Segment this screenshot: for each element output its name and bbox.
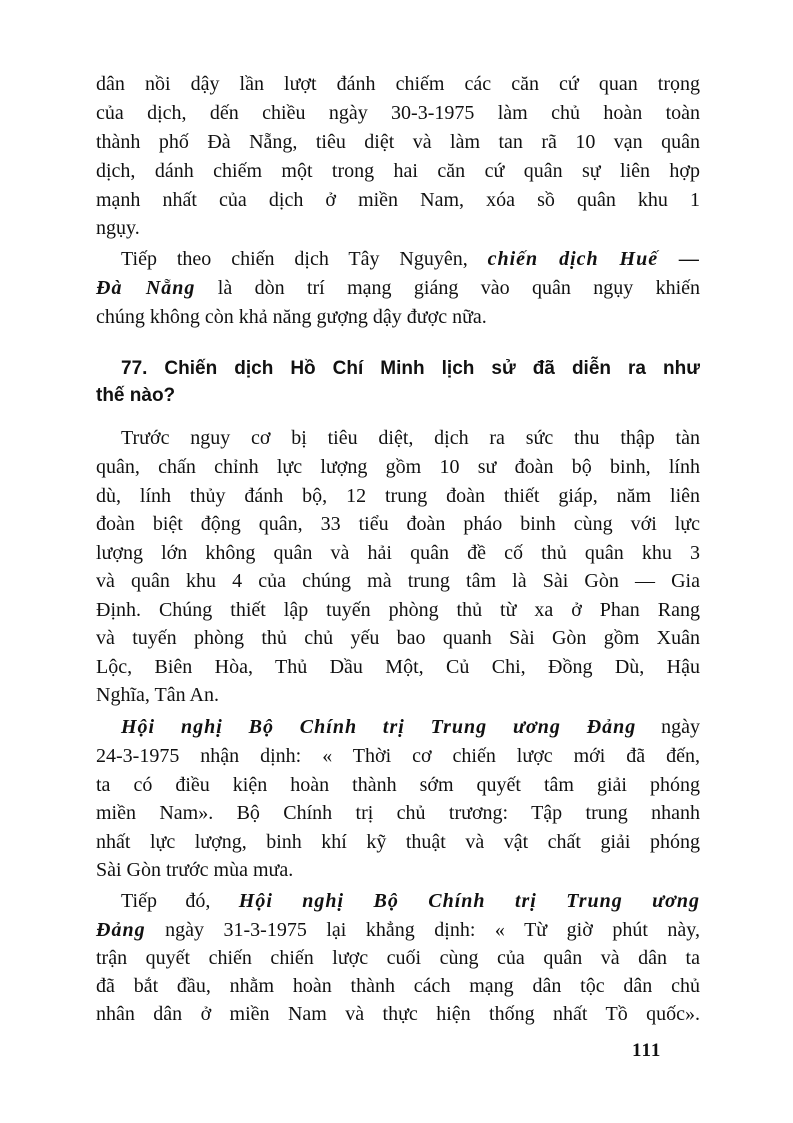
- text-span: là dòn trí mạng giáng vào quân ngụy khiến: [195, 277, 700, 299]
- italic-emphasis: Đảng: [96, 919, 146, 941]
- text-line: quân, chấn chỉnh lực lượng gồm 10 sư đoàn bộ binh, lính: [96, 456, 700, 478]
- text-line: dân nồi dậy lần lượt đánh chiếm các căn cứ quan trọng: [96, 73, 700, 95]
- text-line: miền Nam». Bộ Chính trị chủ trương: Tập trung nhanh: [96, 802, 700, 824]
- page-number: 111: [632, 1040, 662, 1061]
- text-line: Định. Chúng thiết lập tuyến phòng thủ từ xa ở Phan Rang: [96, 599, 700, 621]
- text-line: [96, 916, 700, 944]
- text-line: dịch, dánh chiếm một trong hai căn cứ quân sự liên hợp: [96, 160, 700, 182]
- text-span: ngày: [636, 716, 700, 738]
- text-line: đã bắt đầu, nhằm hoàn thành cách mạng dân tộc dân chủ: [96, 975, 700, 997]
- text-span: ngày 31-3-1975 lại khẳng dịnh: « Từ giờ phút này,: [145, 919, 700, 941]
- heading-line: thế nào?: [96, 385, 176, 406]
- text-line: và quân khu 4 của chúng mà trung tâm là Sài Gòn — Gia: [96, 570, 700, 592]
- text-line: và tuyến phòng thủ chủ yếu bao quanh Sài Gòn gồm Xuân: [96, 627, 700, 649]
- text-line: Trước nguy cơ bị tiêu diệt, dịch ra sức thu thập tàn: [121, 427, 700, 449]
- text-line: [121, 887, 700, 915]
- text-line: [96, 274, 700, 302]
- text-line: Lộc, Biên Hòa, Thủ Dầu Một, Củ Chi, Đồng Dù, Hậu: [96, 656, 700, 678]
- italic-emphasis: Đà Nẵng: [96, 277, 196, 299]
- text-line: Sài Gòn trước mùa mưa.: [96, 859, 294, 881]
- text-line: đoàn biệt động quân, 33 tiểu đoàn pháo binh cùng với lực: [96, 513, 700, 535]
- italic-emphasis: Hội nghị Bộ Chính trị Trung ương: [238, 890, 701, 912]
- text-line: Nghĩa, Tân An.: [96, 684, 219, 706]
- text-line: mạnh nhất của dịch ở miền Nam, xóa sồ quân khu 1: [96, 189, 700, 211]
- italic-emphasis: chiến dịch Huế —: [487, 248, 700, 270]
- text-line: chúng không còn khả năng gượng dậy được nữa.: [96, 306, 487, 328]
- text-line: dù, lính thủy đánh bộ, 12 trung đoàn thiết giáp, năm liên: [96, 485, 700, 507]
- text-line: ngụy.: [96, 217, 140, 239]
- text-span: Tiếp đó,: [121, 890, 239, 912]
- text-line: ta có điều kiện hoàn thành sớm quyết tâm giải phóng: [96, 774, 700, 796]
- text-line: [121, 245, 700, 273]
- text-line: trận quyết chiến chiến lược cuối cùng của quân và dân ta: [96, 947, 700, 969]
- text-span: Tiếp theo chiến dịch Tây Nguyên,: [121, 248, 488, 270]
- text-line: lượng lớn không quân và hải quân đề cố thủ quân khu 3: [96, 542, 700, 564]
- italic-emphasis: Hội nghị Bộ Chính trị Trung ương Đảng: [121, 716, 637, 738]
- text-line: nhân dân ở miền Nam và thực hiện thống nhất Tồ quốc».: [96, 1003, 700, 1025]
- heading-line: 77. Chiến dịch Hồ Chí Minh lịch sử đã diễn ra như: [121, 358, 700, 379]
- text-line: thành phố Đà Nẵng, tiêu diệt và làm tan rã 10 vạn quân: [96, 131, 700, 153]
- text-line: nhất lực lượng, binh khí kỹ thuật và vật chất giải phóng: [96, 831, 700, 853]
- text-line: của dịch, dến chiều ngày 30-3-1975 làm chủ hoàn toàn: [96, 102, 700, 124]
- text-line: 24-3-1975 nhận dịnh: « Thời cơ chiến lược mới đã đến,: [96, 745, 700, 767]
- text-line: [121, 713, 700, 741]
